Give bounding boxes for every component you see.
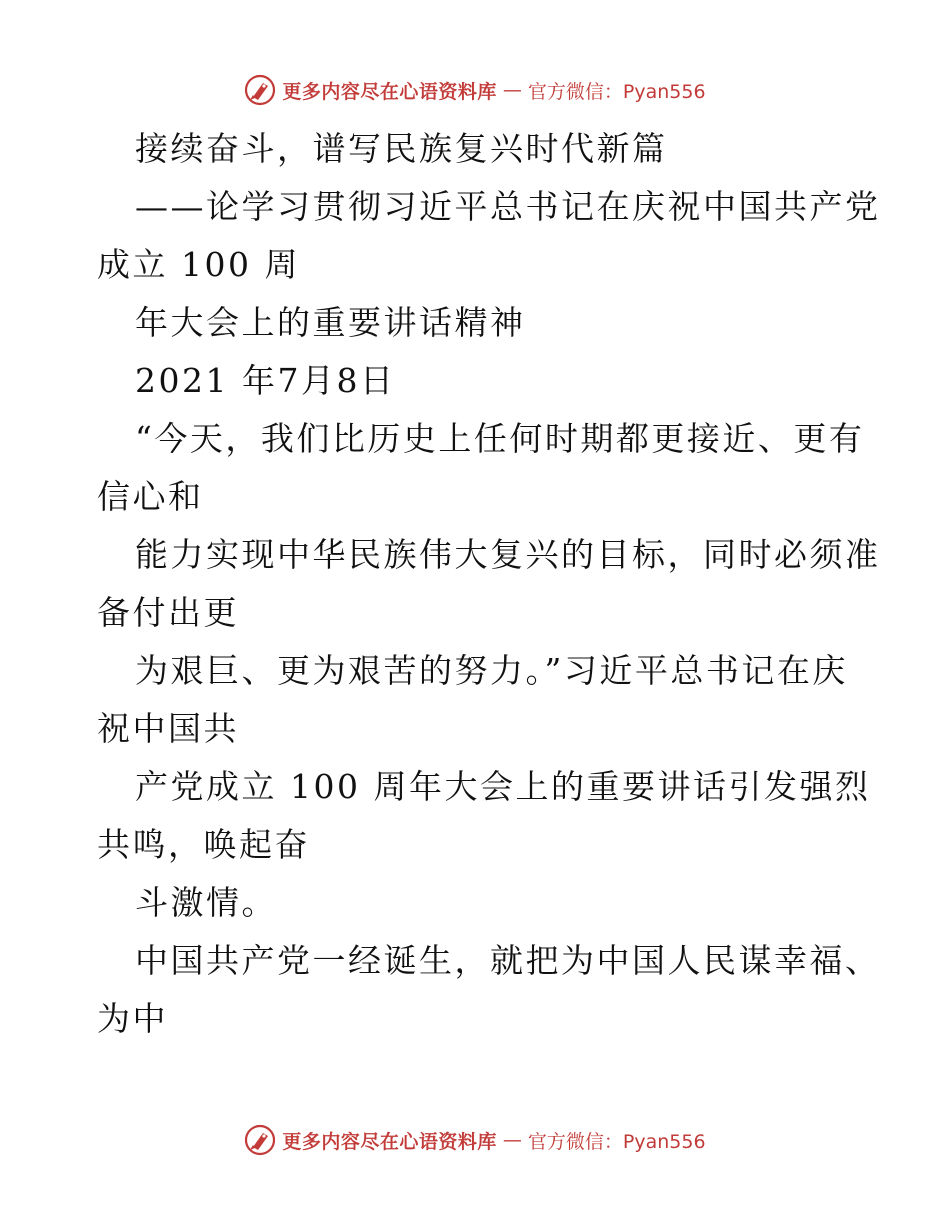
document-line: 为中 xyxy=(97,999,168,1038)
document-line: 年大会上的重要讲话精神 xyxy=(135,303,526,342)
document-line: 为艰巨、更为艰苦的努力。”习近平总书记在庆 xyxy=(135,651,848,690)
watermark-separator: — xyxy=(502,1129,522,1151)
document-line: 信心和 xyxy=(97,477,204,516)
pen-nib-logo-icon xyxy=(244,1124,276,1156)
pen-nib-logo-icon xyxy=(244,74,276,106)
document-line: 能力实现中华民族伟大复兴的目标，同时必须准 xyxy=(135,535,881,574)
document-line: 产党成立 100 周年大会上的重要讲话引发强烈 xyxy=(135,767,871,806)
document-line: 接续奋斗，谱写民族复兴时代新篇 xyxy=(135,129,668,168)
document-body xyxy=(97,120,881,1048)
watermark-brand-text: 更多内容尽在心语资料库 xyxy=(282,1130,497,1153)
document-line: 备付出更 xyxy=(97,593,239,632)
footer-watermark xyxy=(0,1120,950,1160)
document-line: ——论学习贯彻习近平总书记在庆祝中国共产党 xyxy=(135,187,881,226)
footer-watermark-content xyxy=(244,1124,705,1156)
document-line: 祝中国共 xyxy=(97,709,239,748)
watermark-wechat-text: 官方微信：Pyan556 xyxy=(527,80,706,103)
watermark-separator: — xyxy=(502,79,522,101)
document-line: 2021 年7月8日 xyxy=(135,361,396,400)
document-line: 中国共产党一经诞生，就把为中国人民谋幸福、 xyxy=(135,941,881,980)
document-line: 斗激情。 xyxy=(135,883,277,922)
watermark-wechat-text: 官方微信：Pyan556 xyxy=(527,1130,706,1153)
document-line: 共鸣，唤起奋 xyxy=(97,825,310,864)
watermark-brand-text: 更多内容尽在心语资料库 xyxy=(282,80,497,103)
header-watermark-content xyxy=(244,74,705,106)
header-watermark xyxy=(0,70,950,110)
document-line: “今天，我们比历史上任何时期都更接近、更有 xyxy=(135,419,865,458)
document-line: 成立 100 周 xyxy=(97,245,300,284)
